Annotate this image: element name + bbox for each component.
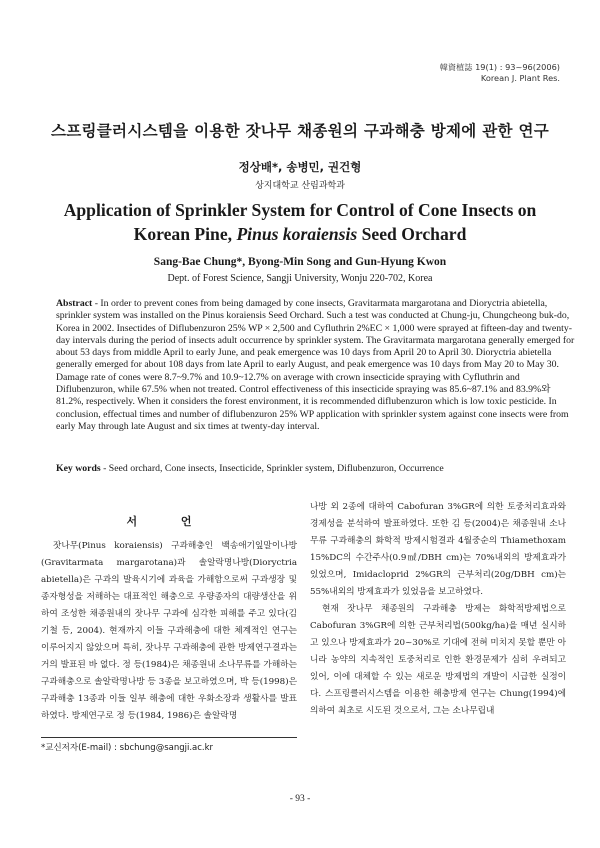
english-title-line2 [0, 222, 600, 246]
section-heading-introduction: 서 언 [126, 515, 212, 528]
right-paragraph-2: 현재 잣나무 채종원의 구과해충 방제는 화학적방제법으로 Cabofuran 3%GR에 의한 근부처리법(500kg/ha)을 매년 실시하고 있으나 방제효과가 20~30%로 기대에 전혀 미치지 못할 뿐만 아니라 농약의 지속적인 토중처리로 인한 환경문제가 심히 우려되고 있어, 이에 대체할 수 있는 새로운 방제법의 개발이 시급한 실정이다. 스프링클러시스템을 이용한 해충방제 연구는 Chung(1994)에 의하여 최초로 시도된 것으로서, 그는 소나무립내 [310, 604, 566, 716]
english-title-part-a: Korean Pine, [133, 224, 237, 244]
right-paragraph-1: 나방 외 2종에 대하여 Cabofuran 3%GR에 의한 토중처리효과와 경제성을 분석하여 발표하였다. 또한 김 등(2004)은 채종원내 소나무류 구과해충의 화학적 방제시험결과 4월중순의 Thiamethoxam 15%DC의 수간주사(0.9㎖/DBH cm)는 70%내외의 방제효과가 있었으며, Imidacloprid 2%GR의 근부처리(20g/DBH cm)는 55%내외의 방제효과가 있었음을 보고하였다. [310, 502, 566, 597]
english-title [0, 198, 600, 246]
english-title-part-c: Seed Orchard [357, 224, 467, 244]
left-column [41, 538, 297, 725]
korean-affiliation: 상지대학교 산림과학과 [255, 181, 345, 191]
keywords [56, 463, 576, 475]
english-authors: Sang-Bae Chung*, Byong-Min Song and Gun-Hyung Kwon [153, 256, 447, 268]
page-number: - 93 - [289, 794, 311, 804]
abstract [56, 298, 576, 433]
keywords-text: - Seed orchard, Cone insects, Insecticide, Sprinkler system, Diflubenzuron, Occurrence [100, 463, 444, 474]
english-title-species: Pinus koraiensis [236, 224, 358, 244]
abstract-label: Abstract [56, 298, 93, 309]
korean-title: 스프링클러시스템을 이용한 잣나무 채종원의 구과해충 방제에 관한 연구 [50, 122, 550, 140]
abstract-text: - In order to prevent cones from being damaged by cone insects, Gravitarmata margarotana and Dioryctria abietella, sprinkler system was installed on the Pinus koraiensis Seed Orchard. Such a test was conducted at Chung-ju, Chungcheong buk-do, Korea in 2002. Insectides of Diflubenzuron 25% WP × 2,500 and Cyfluthrin 2%EC × 1,000 were sprayed at fifteen-day and twenty-day intervals during the period of insects adult occurrence by sprinkler system. The Gravitarmata margarotana generally emerged for about 53 days from middle April to early June, and peak emergence was 10 days from April 20 to April 30. Dioryctria abietella generally emerged for about 108 days from late April to early August, and peak emergence was 10 days from May 20 to May 30. Damage rate of cones were 8.7~9.7% and 10.9~12.7% on average with crown insecticide spraying with Cyfluthrin and Diflubenzuron, while 67.5% when not treated. Control effectiveness of this insecticide spraying was 85.6~87.1% and 83.9%와 81.2%, respectively. When it considers the forest environment, it is recommended diflubenzuron which is low toxic pesticide. In conclusion, effectual times and number of diflubenzuron 25% WP application with sprinkler system against cone insects were from early May through late August and six times at twenty-day interval. [56, 298, 575, 432]
keywords-label: Key words [56, 463, 101, 474]
korean-authors: 정상배*, 송병민, 권건형 [238, 160, 362, 174]
english-affiliation: Dept. of Forest Science, Sangji University, Wonju 220-702, Korea [167, 273, 433, 284]
english-title-line1: Application of Sprinkler System for Control of Cone Insects on [63, 200, 537, 220]
left-paragraph: 잣나무(Pinus koraiensis) 구과해충인 백송애기잎말이나방(Gravitarmata margarotana)과 솔알락명나방(Dioryctria abietella)은 구과의 발육시기에 과육을 가해함으로써 구과생장 및 종자형성을 저해하는 대표적인 해충으로 우량종자의 대량생산을 위하여 조성한 채종원내의 잣나무 구과에 심각한 피해를 주고 있다(김기철 등, 2004). 현재까지 이들 구과해충에 대한 체계적인 연구는 이루어지지 않았으며 특히, 잣나무 구과해충에 관한 방제연구결과는 거의 발표된 바 없다. 정 등(1984)은 채종원내 소나무류를 가해하는 구과해충으로 솔알락명나방 등 3종을 보고하였으며, 박 등(1998)은 구과해충 13종과 이들 일부 해충에 대한 우화소장과 생활사를 발표하였다. 방제연구로 정 등(1984, 1986)은 솔알락명 [41, 541, 297, 721]
footnote-corresponding-author: *교신저자(E-mail) : sbchung@sangji.ac.kr [41, 743, 214, 753]
journal-reference [440, 62, 560, 84]
journal-citation: 韓資植誌 19(1) : 93~96(2006) [439, 62, 560, 72]
journal-name: Korean J. Plant Res. [480, 73, 560, 83]
footnote-rule [41, 737, 297, 738]
right-column [310, 499, 566, 720]
